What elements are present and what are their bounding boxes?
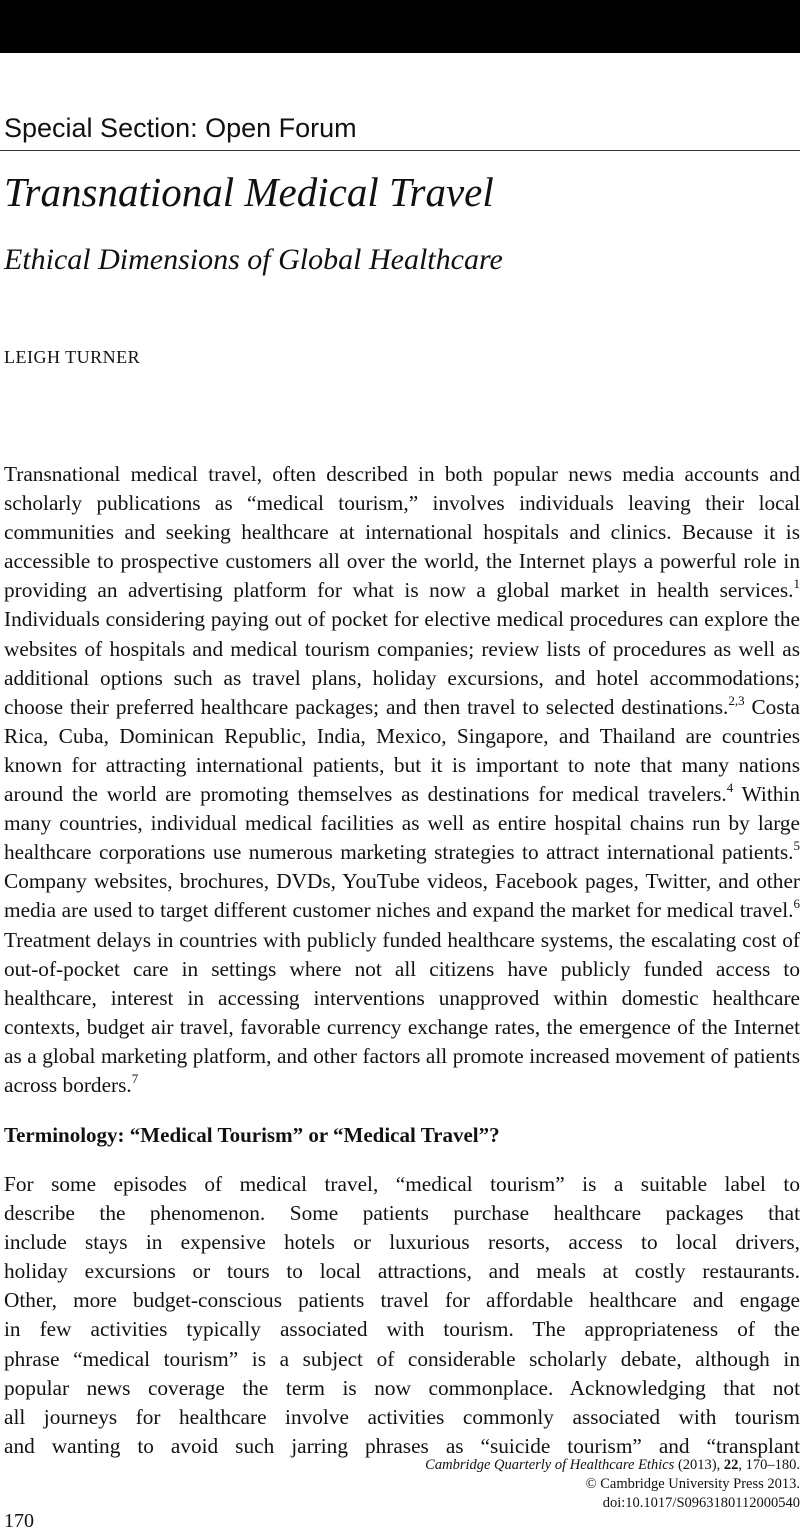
body-paragraph-1: Transnational medical travel, often described in both popular news media accounts and scholarly publications as “medical tourism,” involves individuals leaving their local communities and seeking healthcare at international hospitals and clinics. Because it is accessible to prospective customers all over the world, the Internet plays a powerful role in providing an advertising platform for what is now a global market in health services.$^1$ Individuals considering paying out of pocket for elective medical procedures can explore the websites of hospitals and medical tourism companies; review lists of procedures as well as additional options such as travel plans, holiday excursions, and hotel accommodations; choose their preferred healthcare packages; and then travel to selected destinations.$^{2,3}$ Costa Rica, Cuba, Dominican Republic, India, Mexico, Singapore, and Thailand are countries known for attracting international patients, but it is important to note that many nations around the world are promoting themselves as destinations for medical travelers.$^4$ Within many countries, individual medical facilities as well as entire hospital chains run by large healthcare corporations use numerous marketing strategies to attract international patients.$^5$ Company websites, brochures, DVDs, YouTube videos, Facebook pages, Twitter, and other media are used to target different customer niches and expand the market for medical travel.$^6$ Treatment delays in countries with publicly funded healthcare systems, the escalating cost of out-of-pocket care in settings where not all citizens have publicly funded access to healthcare, interest in accessing interventions unapproved within domestic healthcare contexts, budget air travel, favorable currency exchange rates, the emergence of the Internet as a global marketing platform, and other factors all promote increased movement of patients across borders.$^7$ bbox=[4, 462, 800, 1097]
page-number: 170 bbox=[4, 1510, 34, 1532]
paragraph-line: include stays in expensive hotels or luxurious resorts, access to local drivers, bbox=[4, 1230, 800, 1255]
paragraph-line: For some episodes of medical travel, “medical tourism” is a suitable label to bbox=[4, 1172, 800, 1196]
section-label: Special Section: Open Forum bbox=[4, 113, 357, 143]
paragraph-line: in few activities typically associated with tourism. The appropriateness of the bbox=[4, 1317, 800, 1342]
volume-number: 22 bbox=[723, 1457, 739, 1473]
paragraph-line: describe the phenomenon. Some patients purchase healthcare packages that bbox=[4, 1201, 800, 1226]
section-heading: Terminology: “Medical Tourism” or “Medical Travel”? bbox=[4, 1123, 500, 1147]
reference-marker[interactable]: 2,3 bbox=[728, 692, 745, 708]
article-subtitle: Ethical Dimensions of Global Healthcare bbox=[4, 243, 503, 276]
paragraph-line: all journeys for healthcare involve activities commonly associated with tourism bbox=[4, 1404, 800, 1429]
reference-marker[interactable]: 1 bbox=[793, 576, 800, 592]
author-name: LEIGH TURNER bbox=[4, 347, 141, 367]
reference-marker[interactable]: 7 bbox=[131, 1070, 139, 1086]
top-black-band bbox=[0, 0, 800, 53]
citation-line: Cambridge Quarterly of Healthcare Ethics (2013), 22, 170–180. bbox=[425, 1457, 800, 1473]
reference-marker[interactable]: 5 bbox=[793, 838, 800, 854]
paragraph-line: and wanting to avoid such jarring phrases as “suicide tourism” and “transplant bbox=[4, 1433, 800, 1458]
paragraph-line: Other, more budget-conscious patients travel for affordable healthcare and engage bbox=[4, 1288, 800, 1313]
copyright-line: © Cambridge University Press 2013. bbox=[585, 1476, 800, 1492]
citation-footer bbox=[425, 1456, 800, 1513]
paragraph-line: popular news coverage the term is now commonplace. Acknowledging that not bbox=[4, 1375, 800, 1400]
body-paragraph-2 bbox=[4, 1170, 800, 1461]
reference-marker[interactable]: 4 bbox=[726, 780, 734, 796]
doi-line[interactable]: doi:10.1017/S0963180112000540 bbox=[602, 1495, 800, 1511]
section-divider bbox=[0, 150, 800, 151]
journal-name: Cambridge Quarterly of Healthcare Ethics bbox=[425, 1457, 675, 1473]
paragraph-line: holiday excursions or tours to local attractions, and meals at costly restaurants. bbox=[4, 1259, 800, 1284]
reference-marker[interactable]: 6 bbox=[793, 896, 800, 912]
paragraph-line: phrase “medical tourism” is a subject of considerable scholarly debate, although in bbox=[4, 1346, 800, 1371]
article-title: Transnational Medical Travel bbox=[4, 169, 494, 215]
